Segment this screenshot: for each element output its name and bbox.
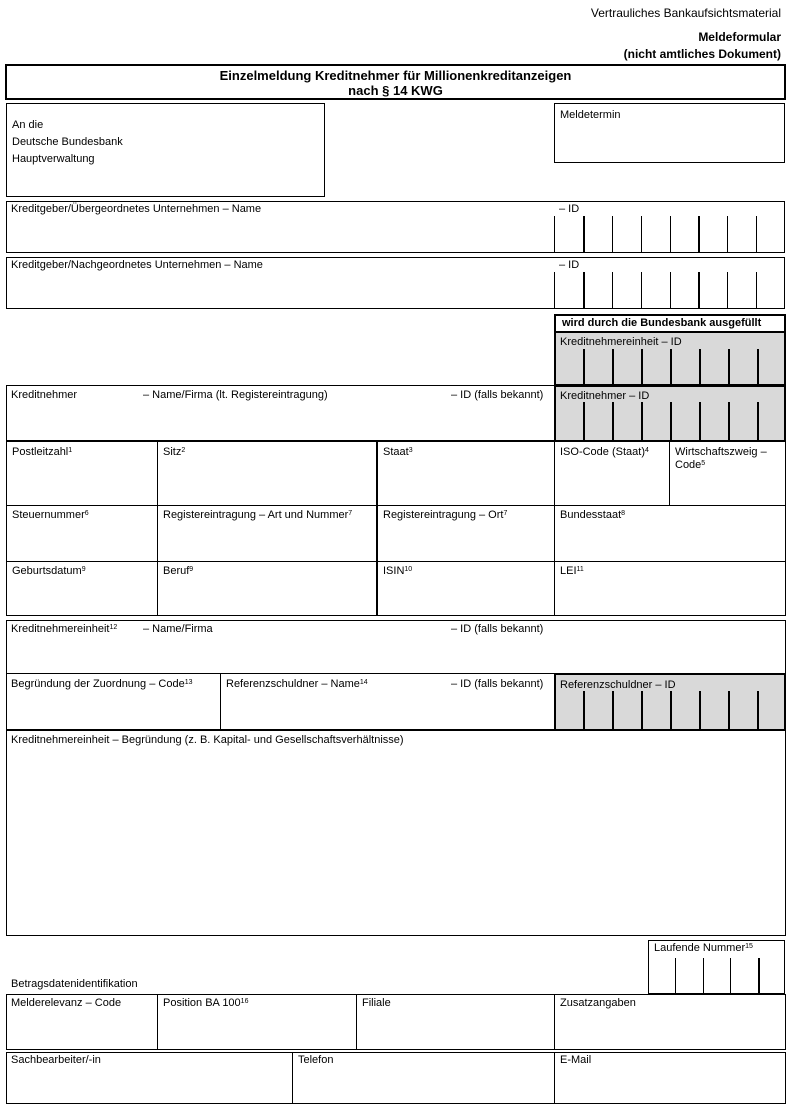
meldetermin-label: Meldetermin xyxy=(560,109,621,121)
betrag-row xyxy=(6,994,786,1050)
kreditgeber-uebergeordnet-name-field[interactable] xyxy=(7,216,547,252)
id-cell-divider xyxy=(583,272,585,308)
id-cell-divider xyxy=(728,691,730,731)
id-cell-divider xyxy=(757,691,759,731)
id-cell-divider xyxy=(641,272,642,308)
id-cell-divider xyxy=(612,272,613,308)
address-line1: An die xyxy=(12,119,44,131)
id-cell-divider xyxy=(554,402,555,442)
id-cell-divider xyxy=(670,349,672,386)
id-cell-divider xyxy=(670,216,671,252)
id-cell-divider xyxy=(757,402,759,442)
position-ba100-field[interactable]: Position BA $100^{16}$ xyxy=(163,997,249,1009)
id-cell-divider xyxy=(554,216,555,252)
id-cell-divider xyxy=(641,402,643,442)
kreditgeber-nachgeordnet-name-label: Kreditgeber/Nachgeordnetes Unternehmen – Name xyxy=(11,259,263,271)
kreditnehmereinheit-name-field[interactable] xyxy=(7,636,785,672)
beruf-field[interactable]: Beruf$^9$ xyxy=(163,565,194,577)
id-cell-divider xyxy=(554,272,555,308)
postleitzahl-field[interactable]: Postleitzahl$^1$ xyxy=(12,446,73,458)
id-cell-divider xyxy=(583,216,585,252)
bundesstaat-field[interactable]: Bundesstaat$^8$ xyxy=(560,509,626,521)
kreditgeber-uebergeordnet-id-cells[interactable] xyxy=(554,216,785,252)
bundesbank-heading: wird durch die Bundesbank ausgefüllt xyxy=(562,317,762,329)
id-cell-divider xyxy=(730,958,731,994)
kreditnehmereinheit-id-label: Kreditnehmereinheit – ID xyxy=(560,336,682,348)
id-cell-divider xyxy=(699,402,701,442)
kreditnehmereinheit-id-label: – ID (falls bekannt) xyxy=(451,623,544,635)
form-title-line2: nach § 14 KWG xyxy=(348,83,443,98)
kreditnehmer-id-label: – ID (falls bekannt) xyxy=(451,389,544,401)
id-cell-divider xyxy=(583,349,585,386)
kreditnehmereinheit-begruendung-field[interactable] xyxy=(6,730,786,936)
telefon-field[interactable]: Telefon xyxy=(298,1054,334,1066)
id-cell-divider xyxy=(756,272,757,308)
id-cell-divider xyxy=(641,691,643,731)
id-cell-divider xyxy=(554,349,555,386)
kreditnehmer-id-cells[interactable] xyxy=(554,402,786,442)
referenzschuldner-name-field[interactable] xyxy=(221,690,553,729)
sitz-field[interactable]: Sitz$^2$ xyxy=(163,446,186,458)
title-box xyxy=(5,64,786,100)
id-cell-divider xyxy=(699,691,701,731)
isin-field[interactable]: ISIN$^{10}$ xyxy=(383,565,413,577)
registereintragung-art-field[interactable]: Registereintragung – Art und Nummer$^7$ xyxy=(163,509,353,521)
lei-field[interactable]: LEI$^{11}$ xyxy=(560,565,584,577)
laufende-nummer-label: Laufende Nummer$^{15}$ xyxy=(654,942,753,954)
kreditnehmereinheit-begruendung-label: Kreditnehmereinheit – Begründung (z. B. Kapital- und Gesellschaftsverhältnisse) xyxy=(11,734,404,746)
kreditnehmer-name-field[interactable] xyxy=(7,402,547,440)
email-field[interactable]: E-Mail xyxy=(560,1054,592,1066)
kreditnehmereinheit-name-label: – Name/Firma xyxy=(143,623,213,635)
classification-note: Vertrauliches Bankaufsichtsmaterial xyxy=(590,6,781,20)
meldetermin-field[interactable] xyxy=(554,103,785,163)
id-cell-divider xyxy=(612,216,613,252)
staat-field[interactable]: Staat$^3$ xyxy=(383,446,413,458)
laufende-nummer-cells[interactable] xyxy=(648,958,785,994)
registereintragung-ort-field[interactable]: Registereintragung – Ort$^7$ xyxy=(383,509,508,521)
kreditgeber-nachgeordnet-name-field[interactable] xyxy=(7,272,547,308)
id-cell-divider xyxy=(583,691,585,731)
id-cell-divider xyxy=(612,691,614,731)
kreditnehmereinheit-id-cells[interactable] xyxy=(554,349,786,386)
form-title-line1: Einzelmeldung Kreditnehmer für Millionenkreditanzeigen xyxy=(219,68,572,83)
form-note: (nicht amtliches Dokument) xyxy=(623,47,781,61)
zusatzangaben-field[interactable]: Zusatzangaben xyxy=(560,997,636,1009)
begruendung-code-field[interactable] xyxy=(7,690,219,729)
id-cell-divider xyxy=(612,349,614,386)
referenzschuldner-id-box-label: Referenzschuldner – ID xyxy=(560,679,676,691)
referenzschuldner-name-label: Referenzschuldner – Name$^{14}$ xyxy=(226,678,368,690)
id-cell-divider xyxy=(612,402,614,442)
kreditnehmer-label: Kreditnehmer xyxy=(11,389,78,401)
id-cell-divider xyxy=(698,216,700,252)
id-cell-divider xyxy=(675,958,676,994)
id-cell-divider xyxy=(758,958,760,994)
id-cell-divider xyxy=(670,691,672,731)
kreditnehmer-name-label: – Name/Firma (lt. Registereintragung) xyxy=(143,389,328,401)
id-cell-divider xyxy=(648,958,649,994)
contact-row xyxy=(6,1052,786,1104)
id-cell-divider xyxy=(728,402,730,442)
id-cell-divider xyxy=(703,958,704,994)
kreditnehmer-id-box-label: Kreditnehmer – ID xyxy=(560,390,650,402)
sachbearbeiter-field[interactable]: Sachbearbeiter/-in xyxy=(11,1054,101,1066)
address-box xyxy=(6,103,325,197)
betragsdatenidentifikation-label: Betragsdatenidentifikation xyxy=(11,978,138,990)
id-cell-divider xyxy=(757,349,759,386)
begruendung-code-label: Begründung der Zuordnung – Code$^{13}$ xyxy=(11,678,193,690)
id-cell-divider xyxy=(641,349,643,386)
referenzschuldner-id-cells[interactable] xyxy=(554,691,786,731)
id-cell-divider xyxy=(728,349,730,386)
geburtsdatum-field[interactable]: Geburtsdatum$^9$ xyxy=(12,565,86,577)
kreditgeber-nachgeordnet-id-label: – ID xyxy=(559,259,580,271)
melderelevanz-code-field[interactable]: Melderelevanz – Code xyxy=(11,997,122,1009)
iso-code-field[interactable]: ISO-Code (Staat)$^4$ xyxy=(560,446,649,458)
address-line2: Deutsche Bundesbank xyxy=(12,136,123,148)
id-cell-divider xyxy=(756,216,757,252)
form-type: Meldeformular xyxy=(698,30,781,44)
referenzschuldner-id-label: – ID (falls bekannt) xyxy=(451,678,544,690)
id-cell-divider xyxy=(670,402,672,442)
wirtschaftszweig-field[interactable]: Wirtschaftszweig – Code$^5$ xyxy=(675,446,767,471)
kreditgeber-uebergeordnet-id-label: – ID xyxy=(559,203,580,215)
id-cell-divider xyxy=(554,691,555,731)
steuernummer-field[interactable]: Steuernummer$^6$ xyxy=(12,509,89,521)
id-cell-divider xyxy=(641,216,642,252)
id-cell-divider xyxy=(699,349,701,386)
id-cell-divider xyxy=(670,272,671,308)
filiale-field[interactable]: Filiale xyxy=(362,997,391,1009)
kreditnehmereinheit-label: Kreditnehmereinheit$^{12}$ xyxy=(11,623,118,635)
id-cell-divider xyxy=(698,272,700,308)
kreditgeber-uebergeordnet-name-label: Kreditgeber/Übergeordnetes Unternehmen – Name xyxy=(11,203,262,215)
id-cell-divider xyxy=(727,216,728,252)
kreditgeber-nachgeordnet-id-cells[interactable] xyxy=(554,272,785,308)
address-line3: Hauptverwaltung xyxy=(12,153,95,165)
id-cell-divider xyxy=(727,272,728,308)
id-cell-divider xyxy=(583,402,585,442)
